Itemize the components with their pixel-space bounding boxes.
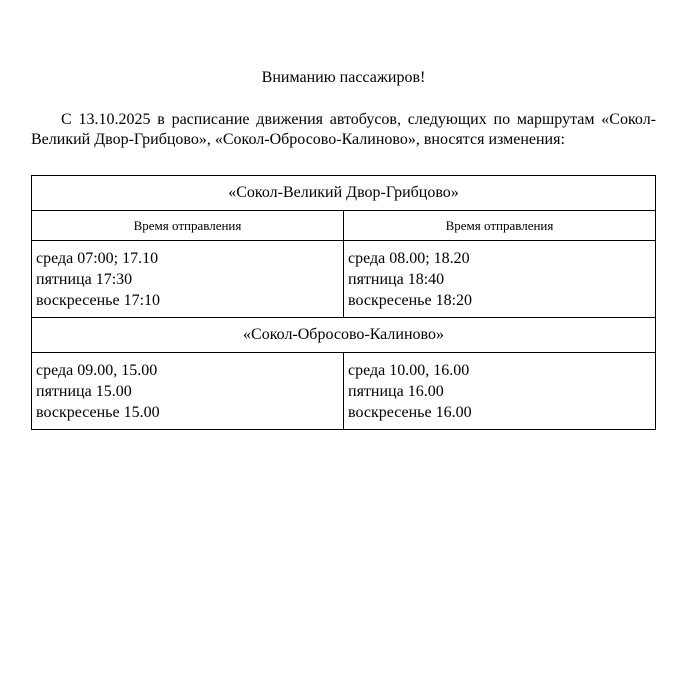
route-title-row [32,318,656,353]
departure-times-row [32,353,656,430]
schedule-table [31,175,656,430]
departure-time-line: среда 09.00, 15.00 [36,361,158,379]
route-title: «Сокол-Великий Двор-Грибцово» [32,176,656,211]
notice-intro: С 13.10.2025 в расписание движения автобусов, следующих по маршрутам «Сокол-Великий Двор-Грибцово», «Сокол-Обросово-Калиново», вносятся изменения: [31,111,656,148]
departure-time-line: пятница 18:40 [348,270,445,288]
departure-time-line: пятница 15.00 [36,382,132,400]
column-header: Время отправления [32,211,344,241]
departure-time-line: среда 07:00; 17.10 [36,249,159,267]
departure-time-line: среда 10.00, 16.00 [348,361,470,379]
departure-time-line: воскресенье 18:20 [348,291,473,309]
column-header: Время отправления [344,211,656,241]
departure-times-cell [344,241,656,318]
route-title-row [32,176,656,211]
departure-time-line: пятница 17:30 [36,270,133,288]
departure-time-line: пятница 16.00 [348,382,444,400]
departure-time-line: воскресенье 16.00 [348,403,472,421]
departure-time-line: воскресенье 15.00 [36,403,160,421]
departure-time-line: воскресенье 17:10 [36,291,161,309]
column-header-row [32,211,656,241]
notice-title: Вниманию пассажиров! [261,69,426,86]
departure-times-cell [32,353,344,430]
departure-times-row [32,241,656,318]
departure-times-cell [32,241,344,318]
route-title: «Сокол-Обросово-Калиново» [32,318,656,353]
departure-time-line: среда 08.00; 18.20 [348,249,470,267]
departure-times-cell [344,353,656,430]
